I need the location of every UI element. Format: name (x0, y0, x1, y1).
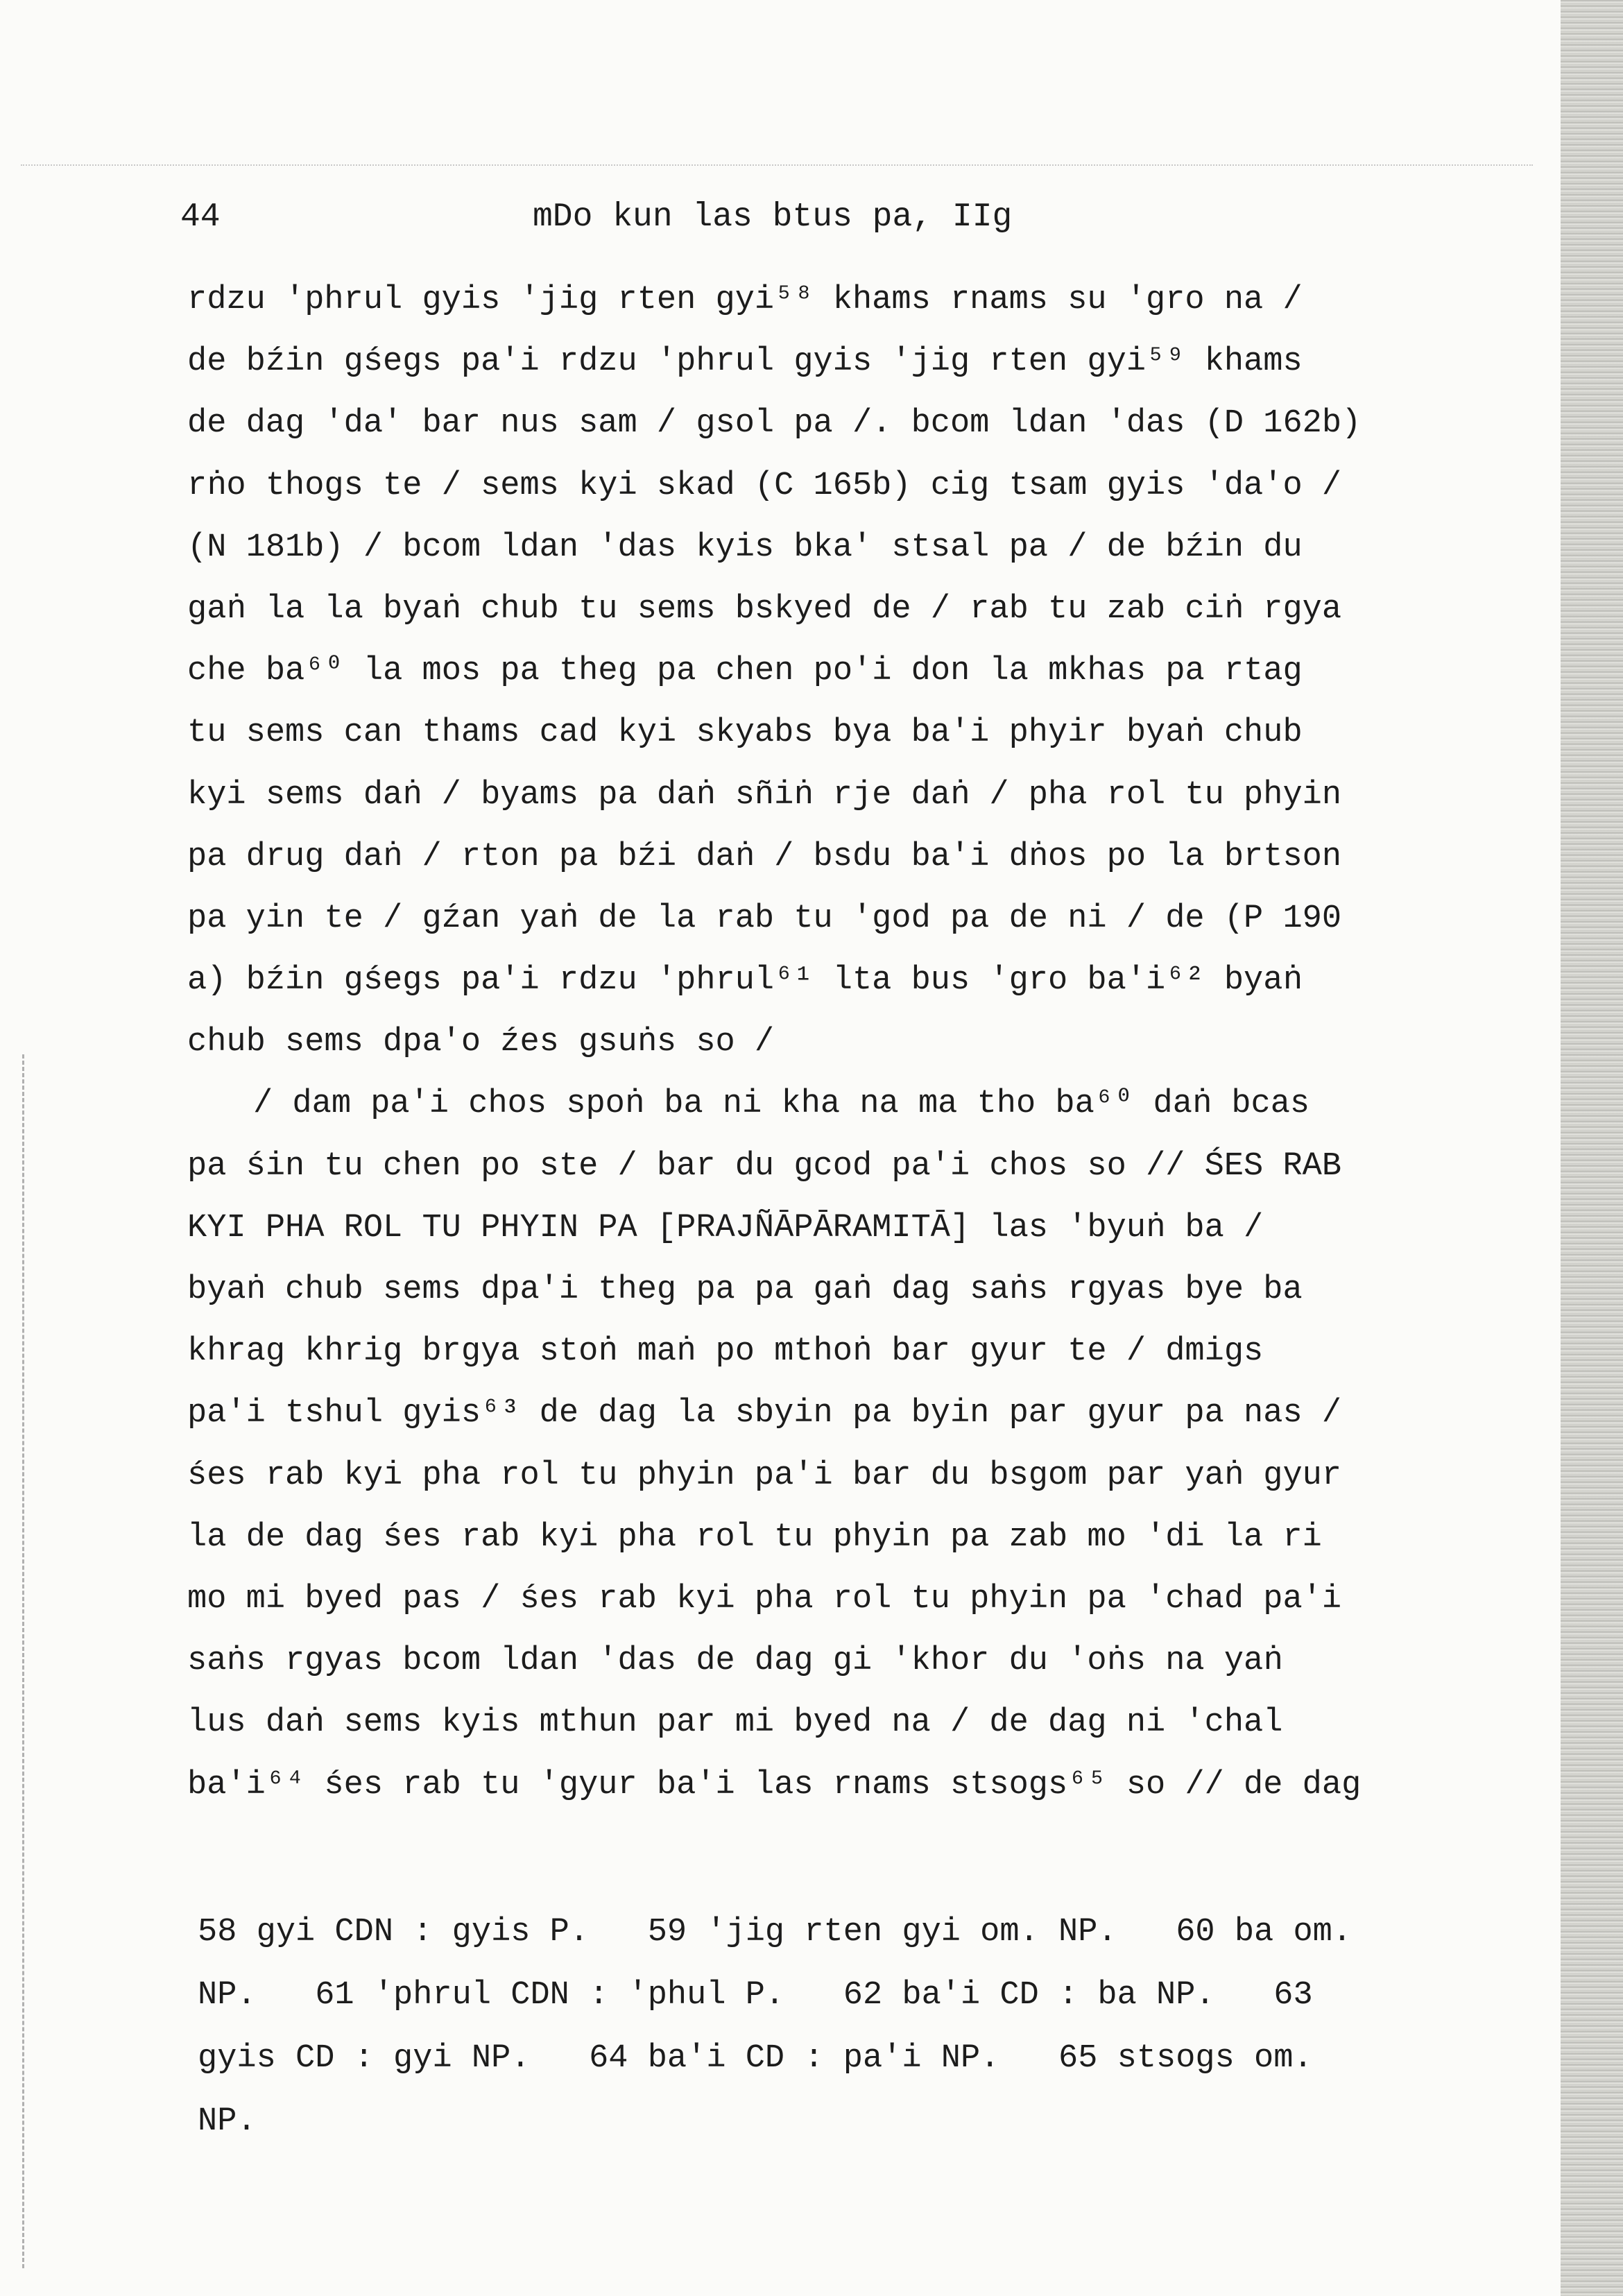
text-line: che ba⁶⁰ la mos pa theg pa chen po'i don la mkhas pa rtag (187, 653, 1303, 690)
main-text (187, 269, 1484, 1816)
text-line: de bźin gśegs pa'i rdzu 'phrul gyis 'jig rten gyi⁵⁹ khams (187, 343, 1303, 381)
text-line: khrag khrig brgya stoṅ maṅ po mthoṅ bar gyur te / dmigs (187, 1333, 1264, 1371)
binding-margin-marks (22, 1054, 30, 2268)
text-line: lus daṅ sems kyis mthun par mi byed na / de dag ni 'chal (187, 1704, 1283, 1742)
running-title: mDo kun las btus pa, IIg (533, 198, 1013, 236)
footnote-line: NP. 61 'phrul CDN : 'phul P. 62 ba'i CD : ba NP. 63 (198, 1977, 1313, 2014)
text-line: KYI PHA ROL TU PHYIN PA [PRAJÑĀPĀRAMITĀ] las 'byuṅ ba / (187, 1209, 1264, 1246)
text-line: pa'i tshul gyis⁶³ de dag la sbyin pa byin par gyur pa nas / (187, 1395, 1342, 1432)
text-line: śes rab kyi pha rol tu phyin pa'i bar du bsgom par yaṅ gyur (187, 1457, 1342, 1494)
text-line: byaṅ chub sems dpa'i theg pa pa gaṅ dag saṅs rgyas bye ba (187, 1271, 1303, 1308)
footnote-line: 58 gyi CDN : gyis P. 59 'jig rten gyi om. NP. 60 ba om. (198, 1914, 1352, 1951)
footnotes (198, 1901, 1488, 2153)
footnote-line: gyis CD : gyi NP. 64 ba'i CD : pa'i NP. 65 stsogs om. (198, 2040, 1313, 2077)
text-line: pa śin tu chen po ste / bar du gcod pa'i chos so // ŚES RAB (187, 1147, 1342, 1185)
text-line: pa yin te / gźan yaṅ de la rab tu 'god pa de ni / de (P 190 (187, 900, 1342, 937)
text-line: ba'i⁶⁴ śes rab tu 'gyur ba'i las rnams stsogs⁶⁵ so // de dag (187, 1766, 1362, 1804)
text-line: (N 181b) / bcom ldan 'das kyis bka' stsal pa / de bźin du (187, 529, 1303, 566)
text-line: saṅs rgyas bcom ldan 'das de dag gi 'khor du 'oṅs na yaṅ (187, 1643, 1283, 1680)
text-line: chub sems dpa'o źes gsuṅs so / (187, 1024, 775, 1061)
page-number: 44 (180, 198, 221, 236)
footnote-line: NP. (198, 2103, 257, 2140)
text-line: / dam pa'i chos spoṅ ba ni kha na ma tho ba⁶⁰ daṅ bcas (253, 1086, 1310, 1123)
text-line: rdzu 'phrul gyis 'jig rten gyi⁵⁸ khams rnams su 'gro na / (187, 282, 1303, 318)
scanned-page-edge (1561, 0, 1623, 2296)
top-dotted-rule (21, 164, 1533, 166)
text-line: kyi sems daṅ / byams pa daṅ sñiṅ rje daṅ / pha rol tu phyin (187, 776, 1342, 814)
text-line: tu sems can thams cad kyi skyabs bya ba'i phyir byaṅ chub (187, 714, 1303, 752)
text-line: de dag 'da' bar nus sam / gsol pa /. bcom ldan 'das (D 162b) (187, 405, 1362, 443)
text-line: mo mi byed pas / śes rab kyi pha rol tu phyin pa 'chad pa'i (187, 1580, 1342, 1618)
text-line: pa drug daṅ / rton pa bźi daṅ / bsdu ba'i dṅos po la brtson (187, 838, 1342, 875)
text-line: a) bźin gśegs pa'i rdzu 'phrul⁶¹ lta bus 'gro ba'i⁶² byaṅ (187, 962, 1303, 1000)
text-line: la de dag śes rab kyi pha rol tu phyin pa zab mo 'di la ri (187, 1518, 1322, 1556)
text-line: gaṅ la la byaṅ chub tu sems bskyed de / rab tu zab ciṅ rgya (187, 590, 1342, 628)
text-line: rṅo thogs te / sems kyi skad (C 165b) cig tsam gyis 'da'o / (187, 467, 1342, 504)
